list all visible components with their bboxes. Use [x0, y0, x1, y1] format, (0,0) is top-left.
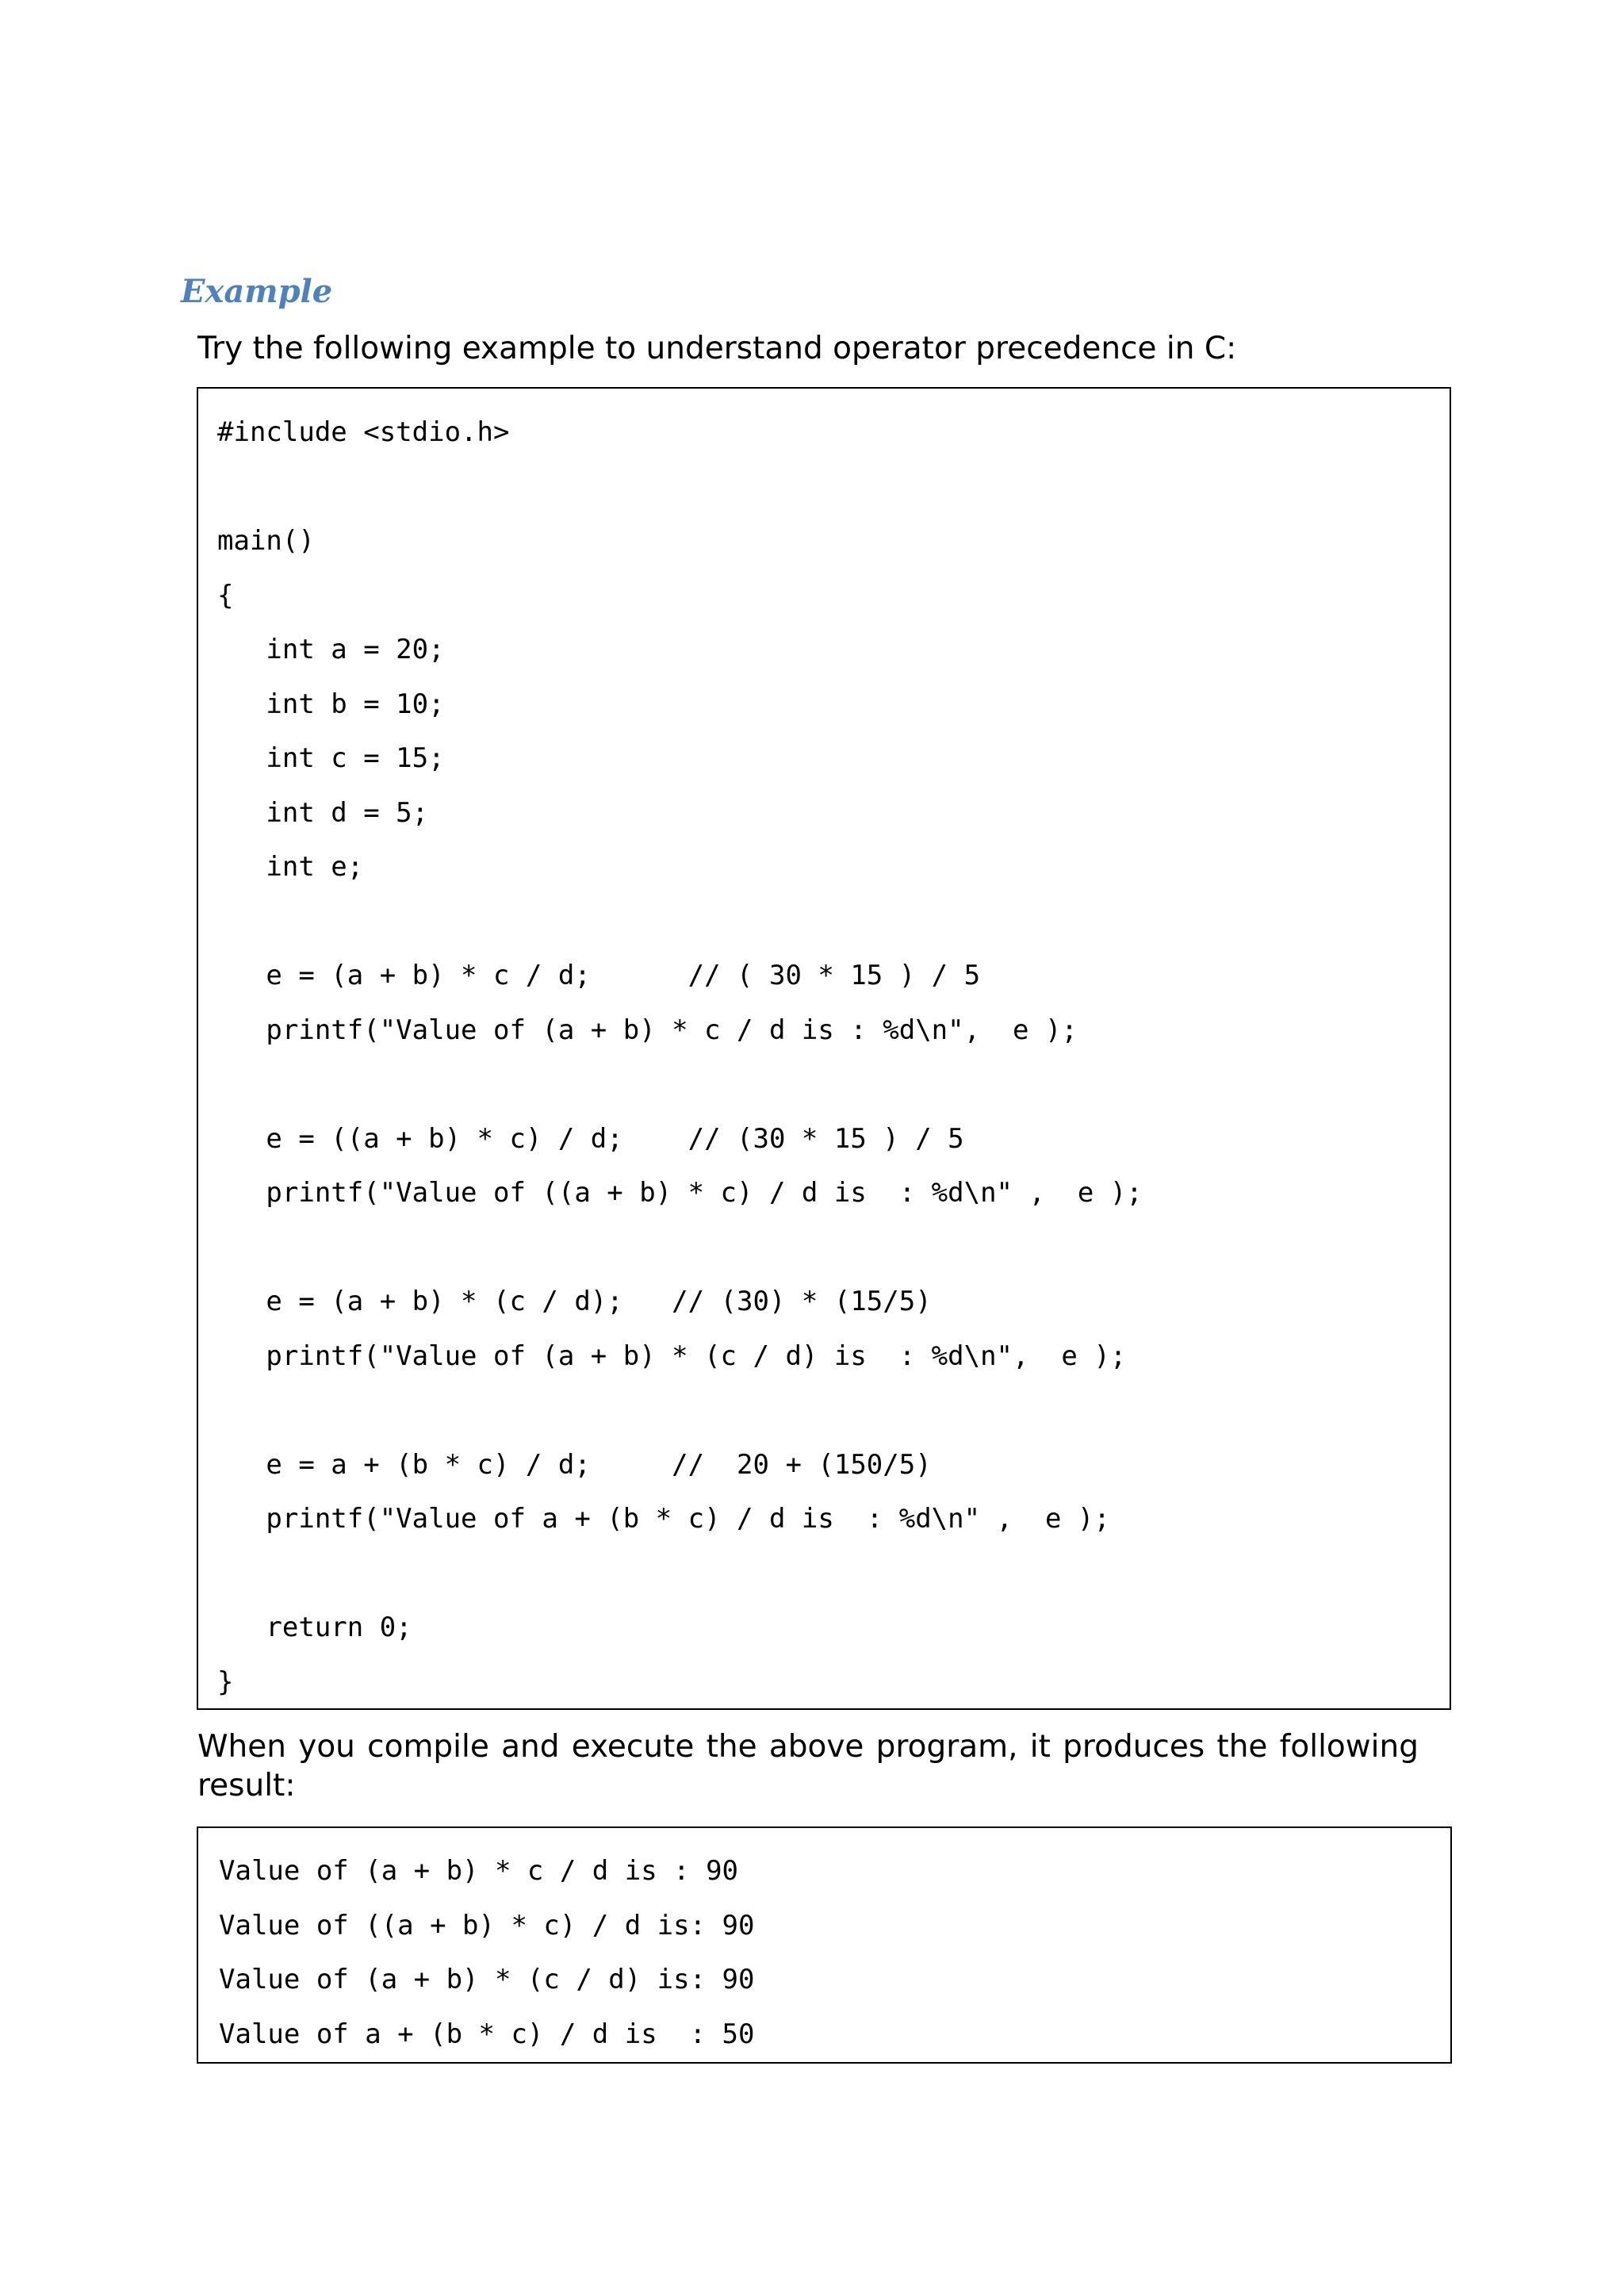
code-line: printf("Value of ((a + b) * c) / d is : %d\n" , e ); [217, 1177, 1143, 1209]
code-line: int c = 15; [217, 742, 445, 774]
code-listing [217, 405, 1143, 1709]
code-line: e = (a + b) * (c / d); // (30) * (15/5) [217, 1286, 932, 1317]
code-line: int e; [217, 851, 364, 883]
output-line: Value of a + (b * c) / d is : 50 [219, 2018, 755, 2050]
code-line: int a = 20; [217, 634, 445, 665]
result-paragraph: When you compile and execute the above program, it produces the following result: [197, 1729, 1419, 1803]
code-line: int d = 5; [217, 796, 429, 829]
code-block [197, 387, 1451, 1710]
code-line: int b = 10; [217, 688, 445, 720]
output-line: Value of (a + b) * c / d is : 90 [219, 1855, 739, 1887]
code-line: printf("Value of a + (b * c) / d is : %d\n" , e ); [217, 1503, 1110, 1535]
code-line: main() [217, 525, 315, 557]
intro-paragraph: Try the following example to understand operator precedence in C: [197, 331, 1237, 366]
code-line: e = ((a + b) * c) / d; // (30 * 15 ) / 5 [217, 1122, 964, 1155]
output-block [197, 1826, 1452, 2064]
code-line: } [217, 1665, 234, 1698]
section-heading: Example [181, 273, 333, 310]
code-line: e = (a + b) * c / d; // ( 30 * 15 ) / 5 [217, 960, 981, 991]
code-line: printf("Value of (a + b) * (c / d) is : %d\n", e ); [217, 1340, 1127, 1372]
code-line: return 0; [217, 1612, 412, 1643]
output-line: Value of (a + b) * (c / d) is: 90 [219, 1964, 755, 1995]
output-listing [219, 1844, 755, 2061]
code-line: { [217, 579, 234, 611]
code-line: e = a + (b * c) / d; // 20 + (150/5) [217, 1448, 932, 1481]
code-line: printf("Value of (a + b) * c / d is : %d\n", e ); [217, 1014, 1078, 1046]
code-line: #include <stdio.h> [217, 416, 510, 448]
output-line: Value of ((a + b) * c) / d is: 90 [219, 1909, 755, 1941]
